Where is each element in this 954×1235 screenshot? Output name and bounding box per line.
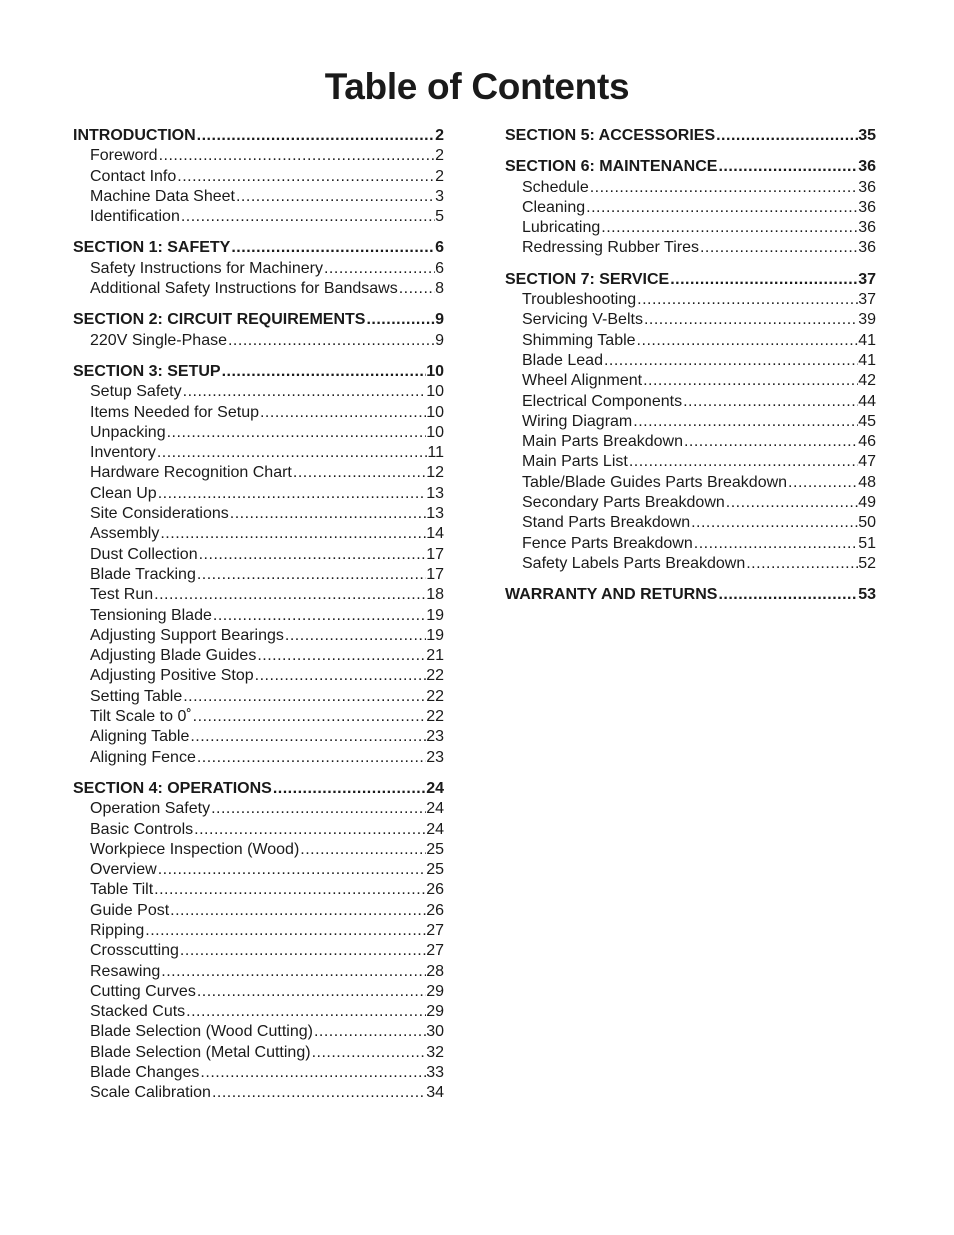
- page-number: 25: [426, 861, 444, 879]
- toc-entry[interactable]: [505, 218, 876, 238]
- dot-leader: [153, 585, 426, 605]
- entry-title: Electrical Components: [522, 392, 683, 410]
- dot-leader: [196, 565, 426, 585]
- toc-column-right: [505, 126, 876, 617]
- entry-title: Contact Info: [90, 167, 177, 185]
- page-number: 36: [858, 158, 876, 176]
- entry-title: Adjusting Blade Guides: [90, 647, 257, 665]
- page-number: 28: [426, 962, 444, 980]
- toc-entry[interactable]: [73, 463, 444, 483]
- entry-title: Dust Collection: [90, 545, 198, 563]
- toc-column-left: [73, 126, 444, 1115]
- entry-title: Tilt Scale to 0˚: [90, 708, 192, 726]
- page-number: 26: [426, 881, 444, 899]
- dot-leader: [636, 331, 859, 351]
- entry-title: Adjusting Positive Stop: [90, 667, 254, 685]
- dot-leader: [159, 524, 426, 544]
- entry-title: Hardware Recognition Chart: [90, 464, 292, 482]
- toc-entry[interactable]: [73, 403, 444, 423]
- page-number: 17: [426, 545, 444, 563]
- dot-leader: [585, 198, 858, 218]
- dot-leader: [230, 238, 435, 258]
- dot-leader: [745, 554, 858, 574]
- dot-leader: [690, 513, 858, 533]
- dot-leader: [683, 432, 858, 452]
- section-title: SECTION 7: SERVICE: [505, 270, 670, 288]
- dot-leader: [699, 238, 858, 258]
- toc-entry[interactable]: [73, 646, 444, 666]
- dot-leader: [323, 259, 435, 279]
- toc-entry[interactable]: [73, 484, 444, 504]
- entry-title: Unpacking: [90, 423, 166, 441]
- dot-leader: [192, 707, 427, 727]
- entry-title: Assembly: [90, 525, 160, 543]
- dot-leader: [715, 126, 858, 146]
- entry-title: Identification: [90, 208, 180, 226]
- toc-entry[interactable]: [73, 1083, 444, 1103]
- entry-title: Stand Parts Breakdown: [522, 514, 691, 532]
- section-title: WARRANTY AND RETURNS: [505, 586, 718, 604]
- page-number: 22: [426, 667, 444, 685]
- page-number: 44: [858, 392, 876, 410]
- toc-entry[interactable]: [505, 473, 876, 493]
- dot-leader: [256, 646, 426, 666]
- page-number: 10: [426, 403, 444, 421]
- toc-section: [505, 126, 876, 146]
- entry-title: Blade Changes: [90, 1064, 200, 1082]
- toc-entry[interactable]: [73, 626, 444, 646]
- page-number: 36: [858, 239, 876, 257]
- dot-leader: [185, 1002, 426, 1022]
- dot-leader: [636, 290, 858, 310]
- toc-entry[interactable]: [505, 392, 876, 412]
- entry-title: Site Considerations: [90, 505, 229, 523]
- dot-leader: [643, 310, 858, 330]
- toc-entry[interactable]: [73, 565, 444, 585]
- dot-leader: [725, 493, 858, 513]
- page-number: 36: [858, 219, 876, 237]
- dot-leader: [292, 463, 426, 483]
- page-number: 2: [435, 127, 444, 144]
- page-number: 3: [435, 187, 444, 205]
- section-title: SECTION 4: OPERATIONS: [73, 779, 272, 797]
- toc-entry[interactable]: [505, 534, 876, 554]
- dot-leader: [182, 687, 426, 707]
- page-number: 19: [426, 626, 444, 644]
- page-number: 34: [426, 1084, 444, 1102]
- page-number: 2: [435, 147, 444, 165]
- toc-entry[interactable]: [73, 799, 444, 819]
- page-number: 24: [426, 800, 444, 818]
- dot-leader: [600, 218, 858, 238]
- dot-leader: [254, 666, 427, 686]
- section-title: SECTION 1: SAFETY: [73, 239, 231, 257]
- dot-leader: [196, 982, 426, 1002]
- page-number: 37: [858, 291, 876, 309]
- toc-entry[interactable]: [73, 666, 444, 686]
- entry-title: Crosscutting: [90, 942, 179, 960]
- page-number: 25: [426, 840, 444, 858]
- dot-leader: [717, 585, 858, 605]
- dot-leader: [313, 1022, 426, 1042]
- page-number: 36: [858, 198, 876, 216]
- entry-title: Fence Parts Breakdown: [522, 534, 693, 552]
- dot-leader: [632, 412, 858, 432]
- dot-leader: [193, 820, 426, 840]
- page-number: 23: [426, 728, 444, 746]
- toc-entry[interactable]: [73, 1002, 444, 1022]
- entry-title: Overview: [90, 861, 157, 879]
- page-number: 42: [858, 372, 876, 390]
- entry-title: Troubleshooting: [522, 291, 637, 309]
- toc-entry[interactable]: [73, 443, 444, 463]
- toc-section-heading[interactable]: [505, 585, 876, 605]
- dot-leader: [144, 921, 426, 941]
- toc-section: [73, 238, 444, 299]
- entry-title: Lubricating: [522, 219, 601, 237]
- page-number: 50: [858, 514, 876, 532]
- toc-entry[interactable]: [505, 371, 876, 391]
- entry-title: Cleaning: [522, 198, 586, 216]
- page-number: 13: [426, 505, 444, 523]
- dot-leader: [642, 371, 858, 391]
- toc-entry[interactable]: [73, 259, 444, 279]
- dot-leader: [179, 941, 426, 961]
- entry-title: Adjusting Support Bearings: [90, 626, 284, 644]
- page-number: 51: [858, 534, 876, 552]
- page-number: 5: [435, 208, 444, 226]
- toc-entry[interactable]: [73, 941, 444, 961]
- entry-title: Stacked Cuts: [90, 1003, 186, 1021]
- toc-entry[interactable]: [73, 279, 444, 299]
- toc-section-heading[interactable]: [73, 779, 444, 799]
- entry-title: Resawing: [90, 962, 161, 980]
- page-number: 29: [426, 1003, 444, 1021]
- toc-section-heading[interactable]: [73, 238, 444, 258]
- page-number: 24: [426, 820, 444, 838]
- toc-entry[interactable]: [505, 310, 876, 330]
- entry-title: 220V Single-Phase: [90, 331, 227, 349]
- dot-leader: [169, 901, 426, 921]
- entry-title: Test Run: [90, 586, 154, 604]
- dot-leader: [227, 331, 435, 351]
- toc-section: [505, 585, 876, 605]
- page-number: 33: [426, 1064, 444, 1082]
- page-number: 26: [426, 901, 444, 919]
- toc-section-heading[interactable]: [73, 310, 444, 330]
- entry-title: Scale Calibration: [90, 1084, 211, 1102]
- section-title: SECTION 6: MAINTENANCE: [505, 158, 718, 176]
- page-number: 39: [858, 311, 876, 329]
- dot-leader: [272, 779, 426, 799]
- entry-title: Blade Tracking: [90, 565, 196, 583]
- page-number: 32: [426, 1043, 444, 1061]
- dot-leader: [182, 382, 427, 402]
- dot-leader: [221, 362, 427, 382]
- page-number: 41: [858, 331, 876, 349]
- entry-title: Inventory: [90, 444, 156, 462]
- dot-leader: [682, 392, 858, 412]
- page-number: 45: [858, 412, 876, 430]
- toc-section-heading[interactable]: [505, 157, 876, 177]
- entry-title: Schedule: [522, 178, 589, 196]
- toc-entry[interactable]: [73, 606, 444, 626]
- toc-entry[interactable]: [505, 554, 876, 574]
- toc-section-heading[interactable]: [73, 362, 444, 382]
- page-number: 36: [858, 178, 876, 196]
- toc-entry[interactable]: [73, 901, 444, 921]
- dot-leader: [158, 146, 436, 166]
- entry-title: Servicing V-Belts: [522, 311, 643, 329]
- dot-leader: [693, 534, 858, 554]
- dot-leader: [198, 545, 427, 565]
- page-number: 37: [858, 270, 876, 288]
- toc-entry[interactable]: [505, 290, 876, 310]
- toc-entry[interactable]: [505, 432, 876, 452]
- entry-title: Items Needed for Setup: [90, 403, 259, 421]
- toc-entry[interactable]: [73, 504, 444, 524]
- entry-title: Additional Safety Instructions for Bandsaws: [90, 280, 398, 298]
- dot-leader: [160, 962, 426, 982]
- toc-entry[interactable]: [73, 982, 444, 1002]
- entry-title: Table Tilt: [90, 881, 154, 899]
- toc-entry[interactable]: [505, 412, 876, 432]
- page-number: 47: [858, 453, 876, 471]
- dot-leader: [365, 310, 435, 330]
- page-number: 13: [426, 484, 444, 502]
- page-number: 46: [858, 433, 876, 451]
- toc-entry[interactable]: [505, 331, 876, 351]
- dot-leader: [180, 207, 435, 227]
- entry-title: Redressing Rubber Tires: [522, 239, 699, 257]
- page-number: 22: [426, 687, 444, 705]
- page-number: 2: [435, 167, 444, 185]
- dot-leader: [603, 351, 858, 371]
- entry-title: Foreword: [90, 147, 158, 165]
- page-number: 29: [426, 982, 444, 1000]
- toc-entry[interactable]: [505, 178, 876, 198]
- toc-entry[interactable]: [73, 820, 444, 840]
- dot-leader: [156, 443, 428, 463]
- page-number: 52: [858, 554, 876, 572]
- entry-title: Main Parts Breakdown: [522, 433, 683, 451]
- page-number: 9: [435, 311, 444, 329]
- page-number: 10: [426, 362, 444, 380]
- section-title: INTRODUCTION: [73, 127, 196, 144]
- page-number: 11: [427, 444, 444, 462]
- toc-entry[interactable]: [73, 207, 444, 227]
- entry-title: Main Parts List: [522, 453, 628, 471]
- toc-entry[interactable]: [73, 524, 444, 544]
- toc-section: [73, 310, 444, 351]
- toc-entry[interactable]: [73, 707, 444, 727]
- dot-leader: [669, 270, 858, 290]
- toc-entry[interactable]: [73, 146, 444, 166]
- toc-entry[interactable]: [73, 860, 444, 880]
- toc-entry[interactable]: [73, 748, 444, 768]
- page-number: 49: [858, 494, 876, 512]
- dot-leader: [235, 187, 435, 207]
- toc-entry[interactable]: [505, 493, 876, 513]
- entry-title: Blade Selection (Wood Cutting): [90, 1023, 313, 1041]
- entry-title: Aligning Table: [90, 728, 190, 746]
- page-number: 30: [426, 1023, 444, 1041]
- dot-leader: [153, 880, 426, 900]
- toc-entry[interactable]: [505, 351, 876, 371]
- entry-title: Blade Selection (Metal Cutting): [90, 1043, 311, 1061]
- toc-section-heading[interactable]: [505, 270, 876, 290]
- toc-entry[interactable]: [73, 423, 444, 443]
- dot-leader: [628, 452, 858, 472]
- page-number: 22: [426, 708, 444, 726]
- section-title: SECTION 3: SETUP: [73, 362, 221, 380]
- dot-leader: [199, 1063, 426, 1083]
- page-number: 35: [858, 127, 876, 144]
- dot-leader: [196, 748, 426, 768]
- entry-title: Safety Labels Parts Breakdown: [522, 554, 746, 572]
- dot-leader: [157, 860, 427, 880]
- toc-entry[interactable]: [505, 513, 876, 533]
- dot-leader: [211, 1083, 426, 1103]
- page-number: 19: [426, 606, 444, 624]
- dot-leader: [311, 1043, 427, 1063]
- toc-entry[interactable]: [73, 545, 444, 565]
- page-number: 23: [426, 748, 444, 766]
- entry-title: Shimming Table: [522, 331, 636, 349]
- toc-section: [505, 270, 876, 574]
- dot-leader: [299, 840, 426, 860]
- page-number: 12: [426, 464, 444, 482]
- page-number: 6: [435, 259, 444, 277]
- page-number: 27: [426, 942, 444, 960]
- toc-entry[interactable]: [73, 687, 444, 707]
- entry-title: Setup Safety: [90, 383, 182, 401]
- section-title: SECTION 5: ACCESSORIES: [505, 127, 716, 144]
- entry-title: Machine Data Sheet: [90, 187, 235, 205]
- page-number: 17: [426, 565, 444, 583]
- entry-title: Ripping: [90, 921, 145, 939]
- toc-entry[interactable]: [73, 382, 444, 402]
- toc-entry[interactable]: [505, 452, 876, 472]
- dot-leader: [166, 423, 427, 443]
- entry-title: Secondary Parts Breakdown: [522, 494, 725, 512]
- dot-leader: [398, 279, 435, 299]
- page-number: 41: [858, 351, 876, 369]
- toc-entry[interactable]: [73, 880, 444, 900]
- dot-leader: [176, 167, 435, 187]
- entry-title: Wiring Diagram: [522, 412, 633, 430]
- entry-title: Tensioning Blade: [90, 606, 212, 624]
- toc-entry[interactable]: [73, 921, 444, 941]
- page-number: 21: [426, 647, 444, 665]
- toc-entry[interactable]: [73, 1043, 444, 1063]
- dot-leader: [157, 484, 427, 504]
- toc-section: [505, 157, 876, 258]
- dot-leader: [284, 626, 426, 646]
- entry-title: Guide Post: [90, 901, 170, 919]
- page-number: 8: [435, 280, 444, 298]
- entry-title: Workpiece Inspection (Wood): [90, 840, 300, 858]
- toc-entry[interactable]: [505, 238, 876, 258]
- entry-title: Wheel Alignment: [522, 372, 643, 390]
- toc-entry[interactable]: [73, 187, 444, 207]
- dot-leader: [717, 157, 858, 177]
- toc-entry[interactable]: [73, 962, 444, 982]
- entry-title: Blade Lead: [522, 351, 603, 369]
- entry-title: Cutting Curves: [90, 982, 196, 1000]
- dot-leader: [210, 799, 426, 819]
- toc-entry[interactable]: [73, 1063, 444, 1083]
- toc-section: [73, 362, 444, 768]
- toc-section: [73, 779, 444, 1104]
- toc-entry[interactable]: [73, 331, 444, 351]
- page-title: Table of Contents: [324, 66, 630, 107]
- page-number: 18: [426, 586, 444, 604]
- toc-section-heading[interactable]: [73, 126, 444, 146]
- page-number: 10: [426, 383, 444, 401]
- dot-leader: [189, 727, 426, 747]
- entry-title: Operation Safety: [90, 800, 211, 818]
- dot-leader: [589, 178, 858, 198]
- toc-section-heading[interactable]: [505, 126, 876, 146]
- toc-entry[interactable]: [73, 1022, 444, 1042]
- page-number: 48: [858, 473, 876, 491]
- entry-title: Safety Instructions for Machinery: [90, 259, 323, 277]
- page-number: 24: [426, 779, 444, 797]
- section-title: SECTION 2: CIRCUIT REQUIREMENTS: [73, 311, 366, 329]
- dot-leader: [259, 403, 426, 423]
- entry-title: Setting Table: [90, 687, 183, 705]
- toc-section: [73, 126, 444, 227]
- entry-title: Clean Up: [90, 484, 157, 502]
- page-number: 14: [426, 525, 444, 543]
- dot-leader: [229, 504, 426, 524]
- toc-entry[interactable]: [73, 167, 444, 187]
- toc-entry[interactable]: [73, 840, 444, 860]
- page-number: 10: [426, 423, 444, 441]
- entry-title: Basic Controls: [90, 820, 194, 838]
- toc-entry[interactable]: [73, 727, 444, 747]
- entry-title: Table/Blade Guides Parts Breakdown: [522, 473, 788, 491]
- page-number: 53: [858, 586, 876, 604]
- toc-entry[interactable]: [73, 585, 444, 605]
- toc-entry[interactable]: [505, 198, 876, 218]
- page-number: 27: [426, 921, 444, 939]
- dot-leader: [212, 606, 426, 626]
- entry-title: Aligning Fence: [90, 748, 196, 766]
- dot-leader: [196, 126, 435, 146]
- page-number: 6: [435, 239, 444, 257]
- dot-leader: [787, 473, 858, 493]
- page-number: 9: [435, 331, 444, 349]
